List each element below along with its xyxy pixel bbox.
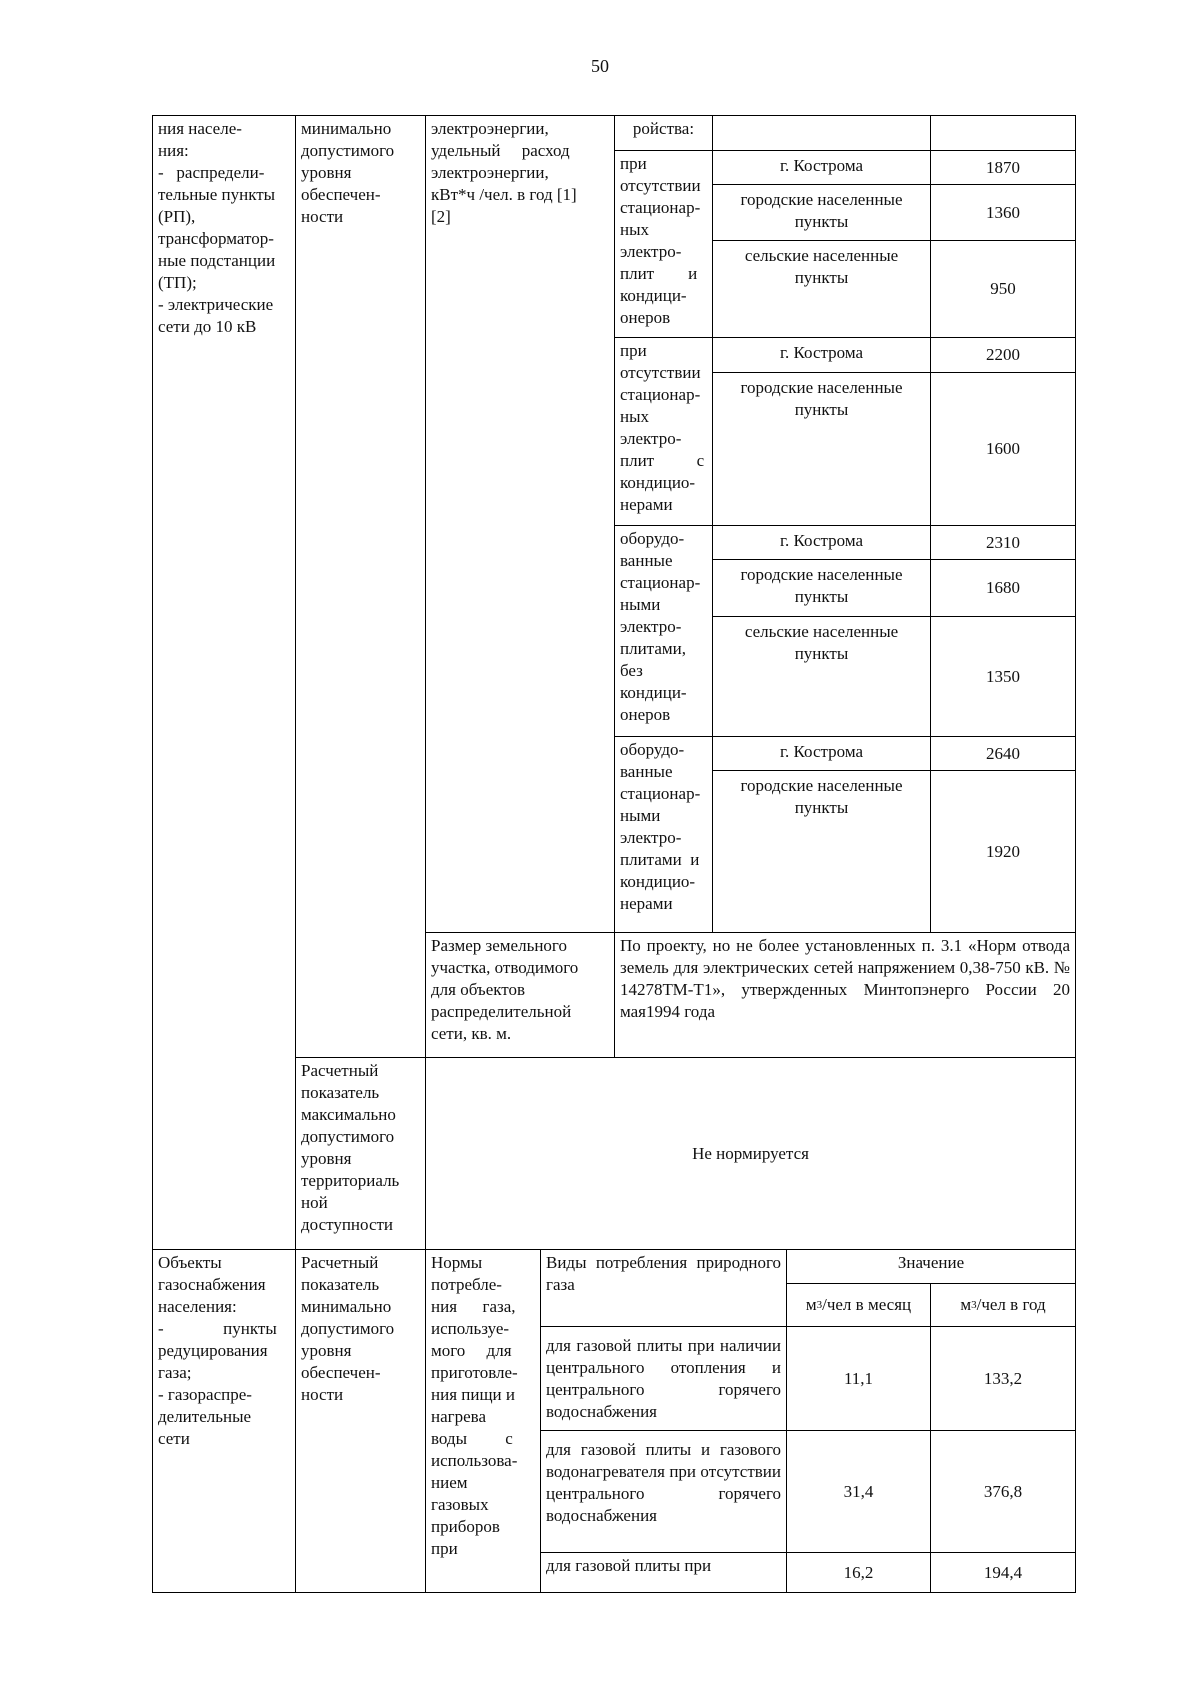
land-label-line: распределительной [431,1002,572,1021]
indicator-line: обеспечен- [301,185,381,204]
norm-line: кВт*ч /чел. в год [1] [431,185,577,204]
object-line: населения: [158,1297,237,1316]
condition-line: ванные [620,551,673,570]
condition-line: кондици- [620,683,687,702]
norm-line: [2] [431,207,451,226]
indicator-line: показатель [301,1083,380,1102]
land-label-line: для объектов [431,980,526,999]
condition-line: без [620,661,643,680]
value-header-cell [786,1249,1076,1284]
gas-year-cell [930,1430,1076,1553]
not-normed-cell [425,1057,1076,1250]
place-name: г. Кострома [779,742,864,761]
place-name: городские населенные пункты [740,378,903,419]
object-line: Объекты [158,1253,222,1272]
value-cell [930,372,1076,526]
gas-year-value: 376,8 [983,1481,1023,1501]
condition-line: стационар- [620,573,701,592]
value-cell [930,770,1076,933]
condition-cell [614,150,713,338]
norm-line: использова- [431,1451,518,1470]
object-line: трансформатор- [158,229,274,248]
condition-line: оборудо- [620,740,685,759]
header-empty-cell [930,115,1076,151]
indicator-line: Расчетный [301,1061,379,1080]
norm-line: потребле- [431,1275,502,1294]
consumption-value: 2200 [986,345,1020,364]
header-continuation: ройства: [632,119,695,138]
condition-line: кондици- [620,286,687,305]
indicator-line: минимально [301,1297,392,1316]
place-cell [712,150,931,185]
norm-line: газовых [431,1495,489,1514]
condition-line: отсутствии [620,176,701,195]
object-line: - газораспре- [158,1385,252,1404]
condition-line: оборудо- [620,529,685,548]
condition-line: электро- [620,242,682,261]
indicator-line: показатель [301,1275,380,1294]
object-line: сети до 10 кВ [158,317,257,336]
condition-line: кондицио- [620,872,696,891]
norm-line: удельный расход [431,141,570,160]
object-line: сети [158,1429,190,1448]
place-cell [712,337,931,373]
indicator-line: обеспечен- [301,1363,381,1382]
norm-description-cell [425,115,615,933]
consumption-type: для газовой плиты и газового водонагревателя при отсутствии центрального горячего водоснабжения [546,1440,781,1525]
condition-line: ных [620,407,650,426]
value-cell [930,525,1076,560]
consumption-header: Виды потребления природного газа [546,1253,781,1294]
place-name: городские населенные пункты [740,190,903,231]
place-cell [712,559,931,617]
consumption-value: 1600 [986,439,1020,458]
object-line: ния: [158,141,189,160]
condition-cell [614,736,713,933]
condition-line: стационар- [620,385,701,404]
place-name: сельские населенные пункты [744,622,899,663]
norm-line: приборов [431,1517,500,1536]
object-line: газоснабжения [158,1275,266,1294]
indicator-line: доступности [301,1215,394,1234]
indicator-max-cell [295,1057,426,1250]
object-line: ния населе- [158,119,242,138]
condition-line: онеров [620,705,671,724]
indicator-line: допустимого [301,1127,395,1146]
object-line: тельные пункты [158,185,276,204]
indicator-line: ности [301,207,344,226]
gas-month-cell [786,1326,931,1431]
gas-norms-cell [425,1249,541,1593]
value-cell [930,150,1076,185]
value-cell [930,616,1076,737]
gas-year-value: 133,2 [983,1368,1023,1388]
indicator-line: территориаль [301,1171,400,1190]
gas-year-value: 194,4 [983,1562,1023,1582]
indicator-line: минимально [301,119,392,138]
consumption-value: 1350 [986,666,1020,686]
not-normed-text: Не нормируется [692,1143,809,1163]
condition-line: плитами и [620,850,700,869]
condition-line: плитами, [620,639,686,658]
object-line: газа; [158,1363,192,1382]
place-name: сельские населенные пункты [744,246,899,287]
condition-line: стационар- [620,198,701,217]
consumption-type: для газовой плиты при [546,1556,712,1575]
land-value: По проекту, но не более установленных п. 3.1 «Норм отвода земель для электрических сетей напряжением 0,38-750 кВ. № 14278ТМ-Т1», утвержденных Минтопэнерго России 20 мая1994 года [620,936,1070,1021]
place-cell [712,525,931,560]
condition-line: нерами [620,495,673,514]
norm-line: приготовле- [431,1363,518,1382]
norm-line: ния газа, [431,1297,516,1316]
value-cell [930,559,1076,617]
consumption-value: 2310 [986,532,1020,552]
consumption-value: 1870 [986,157,1020,177]
condition-cell [614,525,713,737]
consumption-value: 1920 [986,841,1020,861]
condition-line: электро- [620,429,682,448]
gas-indicator-cell [295,1249,426,1593]
gas-consumption-type-cell [540,1430,787,1553]
object-line: (РП), [158,207,196,226]
place-name: городские населенные пункты [740,776,903,817]
norm-line: электроэнергии, [431,163,549,182]
indicator-line: уровня [301,1341,352,1360]
consumption-header-cell [540,1249,787,1327]
indicator-line: максимально [301,1105,396,1124]
condition-line: онеров [620,308,671,327]
place-cell [712,240,931,338]
norm-line: при [431,1539,458,1558]
condition-cell [614,337,713,526]
object-line: - пункты [158,1319,277,1338]
place-cell [712,770,931,933]
norm-line: воды с [431,1429,513,1448]
place-name: г. Кострома [779,531,864,550]
unit-year-cell: м 3 /чел в год [930,1283,1076,1327]
value-cell [930,184,1076,241]
indicator-line: Расчетный [301,1253,379,1272]
condition-line: ными [620,595,661,614]
header-continuation-cell [614,115,713,151]
indicator-line: допустимого [301,1319,395,1338]
condition-line: ных [620,220,650,239]
condition-line: отсутствии [620,363,701,382]
gas-year-cell [930,1552,1076,1593]
consumption-value: 1360 [986,202,1020,222]
consumption-value: 2640 [986,743,1020,763]
land-label-line: участка, отводимого [431,958,579,977]
indicator-line: ности [301,1385,344,1404]
norm-line: нагрева [431,1407,487,1426]
place-cell [712,736,931,771]
land-label-cell [425,932,615,1058]
gas-consumption-type-cell [540,1326,787,1431]
gas-year-cell [930,1326,1076,1431]
consumption-value: 1680 [986,578,1020,597]
norm-line: электроэнергии, [431,119,549,138]
norm-line: используе- [431,1319,510,1338]
condition-line: плит с [620,451,705,470]
indicator-min-cell [295,115,426,1058]
object-line: ные подстанции [158,251,276,270]
value-cell [930,736,1076,771]
norm-line: ния пищи и [431,1385,515,1404]
object-line: - электрические [158,295,274,314]
norm-line: Нормы [431,1253,483,1272]
gas-month-value: 11,1 [843,1368,874,1388]
indicator-line: уровня [301,163,352,182]
condition-line: при [620,154,647,173]
norm-line: нием [431,1473,468,1492]
unit-month-cell: м 3 /чел в месяц [786,1283,931,1327]
place-cell [712,372,931,526]
indicator-line: допустимого [301,141,395,160]
condition-line: электро- [620,828,682,847]
indicator-line: уровня [301,1149,352,1168]
object-type-cell [152,115,296,1250]
place-name: г. Кострома [779,156,864,175]
place-cell [712,184,931,241]
condition-line: ными [620,806,661,825]
gas-month-value: 16,2 [843,1562,874,1582]
object-line: редуцирования [158,1341,268,1360]
object-line: (ТП); [158,273,197,292]
land-value-cell [614,932,1076,1058]
place-name: городские населенные пункты [740,565,903,606]
place-cell [712,616,931,737]
object-line: - распредели- [158,163,265,182]
consumption-value: 950 [990,279,1016,298]
land-label-line: Размер земельного [431,936,567,955]
condition-line: ванные [620,762,673,781]
condition-line: при [620,341,647,360]
condition-line: электро- [620,617,682,636]
indicator-line: ной [301,1193,328,1212]
value-cell [930,337,1076,373]
consumption-type: для газовой плиты при наличии центрального отопления и центрального горячего водоснабжения [546,1336,781,1421]
norm-line: мого для [431,1341,512,1360]
condition-line: стационар- [620,784,701,803]
object-line: делительные [158,1407,252,1426]
condition-line: кондицио- [620,473,696,492]
gas-month-cell [786,1552,931,1593]
condition-line: плит и [620,264,698,283]
value-cell [930,240,1076,338]
condition-line: нерами [620,894,673,913]
place-name: г. Кострома [779,343,864,362]
gas-object-cell [152,1249,296,1593]
header-empty-cell [712,115,931,151]
page-number: 50 [591,56,609,76]
value-header: Значение [897,1253,965,1272]
gas-month-cell [786,1430,931,1553]
gas-month-value: 31,4 [843,1481,874,1501]
land-label-line: сети, кв. м. [431,1024,512,1043]
gas-consumption-type-cell [540,1552,787,1593]
